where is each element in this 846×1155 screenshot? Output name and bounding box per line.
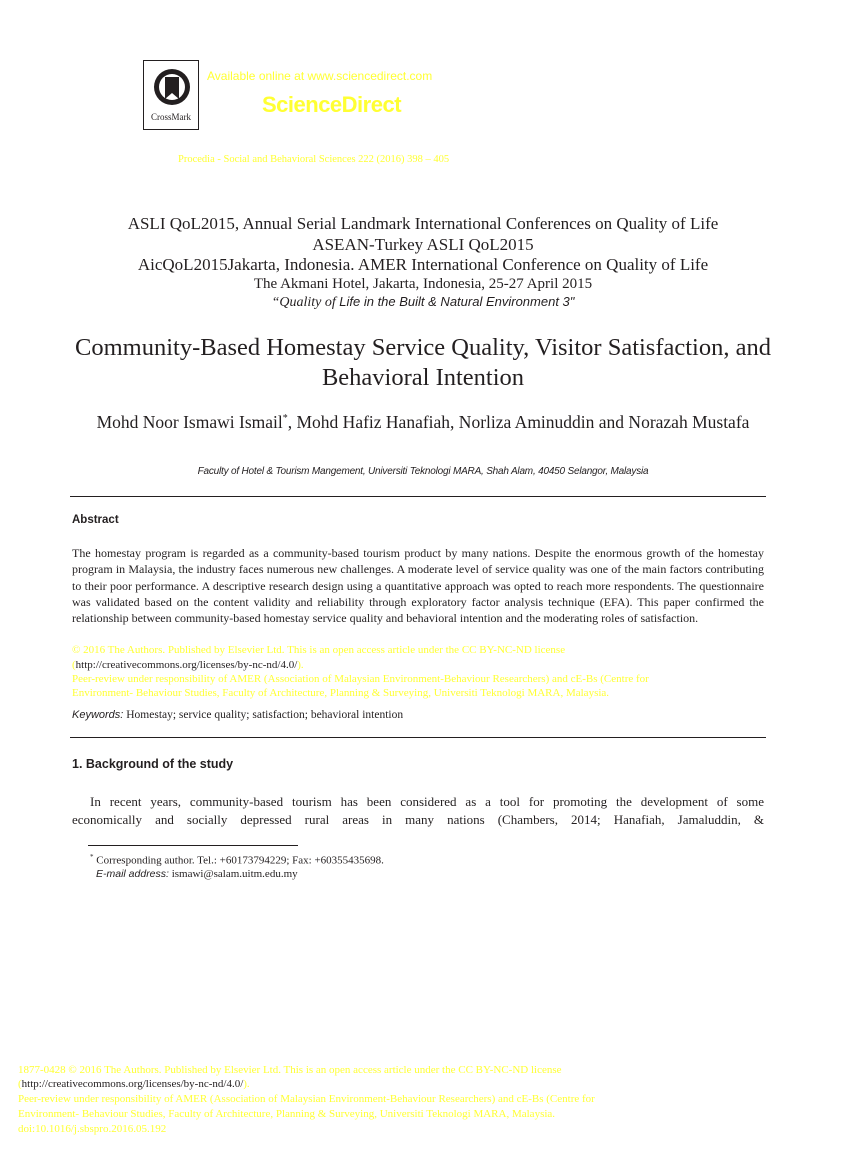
license-line-1: © 2016 The Authors. Published by Elsevier Ltd. This is an open access article under the CC BY-NC-ND license bbox=[72, 644, 566, 656]
email-address-link[interactable]: ismawi@salam.uitm.edu.my bbox=[168, 868, 298, 880]
footer-doi-link[interactable]: doi:10.1016/j.sbspro.2016.05.192 bbox=[18, 1123, 167, 1135]
email-label: E-mail address: bbox=[96, 868, 169, 880]
divider-top bbox=[70, 496, 766, 497]
license-line-4: Environment- Behaviour Studies, Faculty of Architecture, Planning & Surveying, Universiti Teknologi MARA, Malaysia. bbox=[72, 687, 610, 699]
footer-line-1: 1877-0428 © 2016 The Authors. Published by Elsevier Ltd. This is an open access article under the CC BY-NC-ND license bbox=[18, 1064, 562, 1076]
license-url-link[interactable]: http://creativecommons.org/licenses/by-nc-nd/4.0/ bbox=[75, 659, 298, 671]
keywords bbox=[72, 709, 403, 721]
section-body bbox=[72, 793, 764, 829]
available-online-link[interactable]: Available online at www.sciencedirect.com bbox=[207, 69, 433, 83]
sciencedirect-logo: ScienceDirect bbox=[262, 92, 402, 117]
author-footnote-marker[interactable]: * bbox=[282, 413, 288, 424]
conference-theme bbox=[0, 294, 846, 311]
conference-venue: The Akmani Hotel, Jakarta, Indonesia, 25-27 April 2015 bbox=[253, 276, 593, 292]
crossmark-label: CrossMark bbox=[151, 112, 191, 122]
abstract-text: The homestay program is regarded as a community-based tourism product by many nations. Despite the enormous growth of the homestay program in Malaysia, the industry faces numerous new challenges. A moderate level of service quality was one of the main factors contributing to their poor performance. A descriptive research design using a quantitative approach was opted to reach more respondents. The questionnaire was validated based on the content validity and reliability through exploratory factor analysis technique (EFA). This paper confirmed the relationship between community-based homestay service quality and behavioral intention and the moderating roles of satisfaction. bbox=[72, 546, 764, 626]
footnote-email bbox=[96, 868, 298, 880]
authors-first: Mohd Noor Ismawi Ismail bbox=[96, 411, 283, 432]
license-paren-close: ). bbox=[297, 659, 304, 671]
conference-theme-part1: “Quality of bbox=[271, 295, 340, 310]
divider-middle bbox=[70, 737, 766, 738]
footer-line-3: Peer-review under responsibility of AMER (Association of Malaysian Environment-Behaviour Researchers) and cE-Bs (Centre for bbox=[18, 1093, 595, 1105]
license-line-2 bbox=[72, 659, 304, 671]
body-line-1: In recent years, community-based tourism has been considered as a tool for promoting the development of some bbox=[90, 794, 764, 809]
footnote-marker: * bbox=[90, 853, 94, 861]
conference-line-1: ASLI QoL2015, Annual Serial Landmark International Conferences on Quality of Life bbox=[127, 214, 719, 233]
footer-line-2 bbox=[18, 1078, 250, 1090]
conference-line-3: AicQoL2015Jakarta, Indonesia. AMER International Conference on Quality of Life bbox=[137, 255, 709, 274]
crossmark-icon bbox=[152, 67, 192, 111]
journal-reference: Procedia - Social and Behavioral Sciences 222 (2016) 398 – 405 bbox=[178, 154, 450, 165]
footer-license-link[interactable]: http://creativecommons.org/licenses/by-nc-nd/4.0/ bbox=[21, 1078, 244, 1090]
abstract-heading: Abstract bbox=[72, 514, 119, 526]
crossmark-logo[interactable] bbox=[143, 60, 199, 130]
section-heading: 1. Background of the study bbox=[72, 757, 234, 771]
body-line-2: economically and socially depressed rural areas in many nations (Chambers, 2014; Hanafiah, Jamaluddin, & bbox=[72, 812, 764, 827]
paper-title: Community-Based Homestay Service Quality, Visitor Satisfaction, and Behavioral Intention bbox=[75, 334, 771, 391]
conference-line-2: ASEAN-Turkey ASLI QoL2015 bbox=[312, 235, 534, 254]
footnote-corresponding bbox=[90, 853, 384, 867]
keywords-label: Keywords: bbox=[72, 709, 124, 721]
authors-rest: , Mohd Hafiz Hanafiah, Norliza Aminuddin and Norazah Mustafa bbox=[287, 411, 750, 432]
license-line-3: Peer-review under responsibility of AMER (Association of Malaysian Environment-Behaviour Researchers) and cE-Bs (Centre for bbox=[72, 673, 649, 685]
footer-line-4: Environment- Behaviour Studies, Faculty of Architecture, Planning & Surveying, Universiti Teknologi MARA, Malaysia. bbox=[18, 1108, 556, 1120]
keywords-list: Homestay; service quality; satisfaction; behavioral intention bbox=[123, 709, 404, 721]
footnote-contact: Corresponding author. Tel.: +60173794229; Fax: +60355435698. bbox=[93, 854, 384, 867]
conference-theme-part2: Life in the Built & Natural Environment 3" bbox=[339, 294, 575, 309]
paper-authors bbox=[70, 408, 776, 433]
footnote-rule bbox=[88, 845, 298, 846]
footer-paren-close: ). bbox=[243, 1078, 250, 1090]
footer-paren-open: ( bbox=[18, 1078, 22, 1090]
license-paren-open: ( bbox=[72, 659, 76, 671]
author-affiliation: Faculty of Hotel & Tourism Mangement, Universiti Teknologi MARA, Shah Alam, 40450 Selangor, Malaysia bbox=[197, 466, 649, 477]
